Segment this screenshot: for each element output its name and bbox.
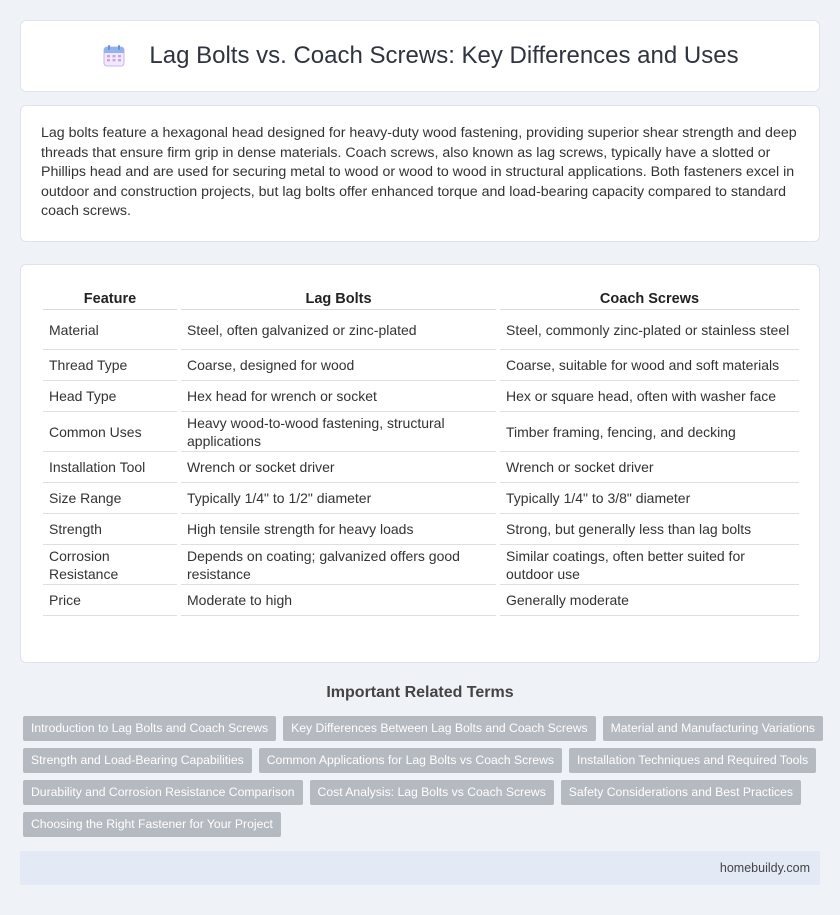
- table-cell-coach-screws: Wrench or socket driver: [500, 452, 799, 483]
- table-cell-feature: Corrosion Resistance: [43, 545, 177, 585]
- column-header-coach-screws: Coach Screws: [500, 287, 799, 310]
- column-header-feature: Feature: [43, 287, 177, 310]
- table-cell-feature: Head Type: [43, 381, 177, 412]
- related-term-tag[interactable]: Cost Analysis: Lag Bolts vs Coach Screws: [310, 780, 554, 805]
- table-cell-feature: Price: [43, 585, 177, 616]
- related-term-tag[interactable]: Installation Techniques and Required Tools: [569, 748, 816, 773]
- header-card: [20, 20, 820, 92]
- intro-paragraph: Lag bolts feature a hexagonal head designed for heavy-duty wood fastening, providing superior shear strength and deep threads that ensure firm grip in dense materials. Coach screws, also known as lag screws, typically have a slotted or Phillips head and are used for securing metal to wood or wood to wood in structural applications. Both fasteners excel in outdoor and construction projects, but lag bolts offer enhanced torque and load-bearing capacity compared to standard coach screws.: [41, 125, 797, 220]
- table-cell-lag-bolts: Depends on coating; galvanized offers good resistance: [181, 545, 496, 585]
- table-cell-lag-bolts: Moderate to high: [181, 585, 496, 616]
- table-cell-lag-bolts: Hex head for wrench or socket: [181, 381, 496, 412]
- table-cell-lag-bolts: Heavy wood-to-wood fastening, structural applications: [181, 412, 496, 452]
- table-cell-coach-screws: Hex or square head, often with washer face: [500, 381, 799, 412]
- table-row: [43, 412, 799, 452]
- table-cell-feature: Strength: [43, 514, 177, 545]
- footer: [20, 851, 820, 885]
- table-cell-lag-bolts: High tensile strength for heavy loads: [181, 514, 496, 545]
- related-term-tag[interactable]: Choosing the Right Fastener for Your Project: [23, 812, 281, 837]
- table-cell-coach-screws: Strong, but generally less than lag bolts: [500, 514, 799, 545]
- table-row: [43, 310, 799, 350]
- table-cell-coach-screws: Steel, commonly zinc-plated or stainless steel: [500, 310, 799, 350]
- related-term-tag[interactable]: Durability and Corrosion Resistance Comparison: [23, 780, 303, 805]
- comparison-table: [43, 287, 799, 616]
- table-cell-lag-bolts: Wrench or socket driver: [181, 452, 496, 483]
- table-cell-lag-bolts: Typically 1/4" to 1/2" diameter: [181, 483, 496, 514]
- table-row: [43, 350, 799, 381]
- table-cell-feature: Size Range: [43, 483, 177, 514]
- comparison-table-card: [20, 264, 820, 663]
- calendar-icon: [101, 43, 127, 69]
- table-cell-coach-screws: Generally moderate: [500, 585, 799, 616]
- related-terms-heading: Important Related Terms: [326, 684, 514, 701]
- related-term-tag[interactable]: Common Applications for Lag Bolts vs Coach Screws: [259, 748, 562, 773]
- table-row: [43, 483, 799, 514]
- table-row: [43, 381, 799, 412]
- related-term-tag[interactable]: Strength and Load-Bearing Capabilities: [23, 748, 252, 773]
- related-terms-list: [23, 716, 823, 844]
- related-term-tag[interactable]: Safety Considerations and Best Practices: [561, 780, 801, 805]
- table-row: [43, 585, 799, 616]
- table-cell-feature: Installation Tool: [43, 452, 177, 483]
- table-row: [43, 452, 799, 483]
- footer-site-link[interactable]: homebuildy.com: [719, 861, 810, 875]
- table-cell-coach-screws: Timber framing, fencing, and decking: [500, 412, 799, 452]
- related-term-tag[interactable]: Material and Manufacturing Variations: [603, 716, 823, 741]
- page-title: Lag Bolts vs. Coach Screws: Key Differences and Uses: [149, 42, 739, 69]
- table-row: [43, 514, 799, 545]
- table-cell-feature: Thread Type: [43, 350, 177, 381]
- table-header-row: [43, 287, 799, 310]
- column-header-lag-bolts: Lag Bolts: [181, 287, 496, 310]
- table-cell-coach-screws: Similar coatings, often better suited for outdoor use: [500, 545, 799, 585]
- table-row: [43, 545, 799, 585]
- table-cell-coach-screws: Typically 1/4" to 3/8" diameter: [500, 483, 799, 514]
- table-cell-feature: Material: [43, 310, 177, 350]
- intro-card: [20, 105, 820, 242]
- table-cell-lag-bolts: Steel, often galvanized or zinc-plated: [181, 310, 496, 350]
- related-term-tag[interactable]: Introduction to Lag Bolts and Coach Screws: [23, 716, 276, 741]
- table-cell-feature: Common Uses: [43, 412, 177, 452]
- related-term-tag[interactable]: Key Differences Between Lag Bolts and Coach Screws: [283, 716, 596, 741]
- table-cell-lag-bolts: Coarse, designed for wood: [181, 350, 496, 381]
- table-cell-coach-screws: Coarse, suitable for wood and soft materials: [500, 350, 799, 381]
